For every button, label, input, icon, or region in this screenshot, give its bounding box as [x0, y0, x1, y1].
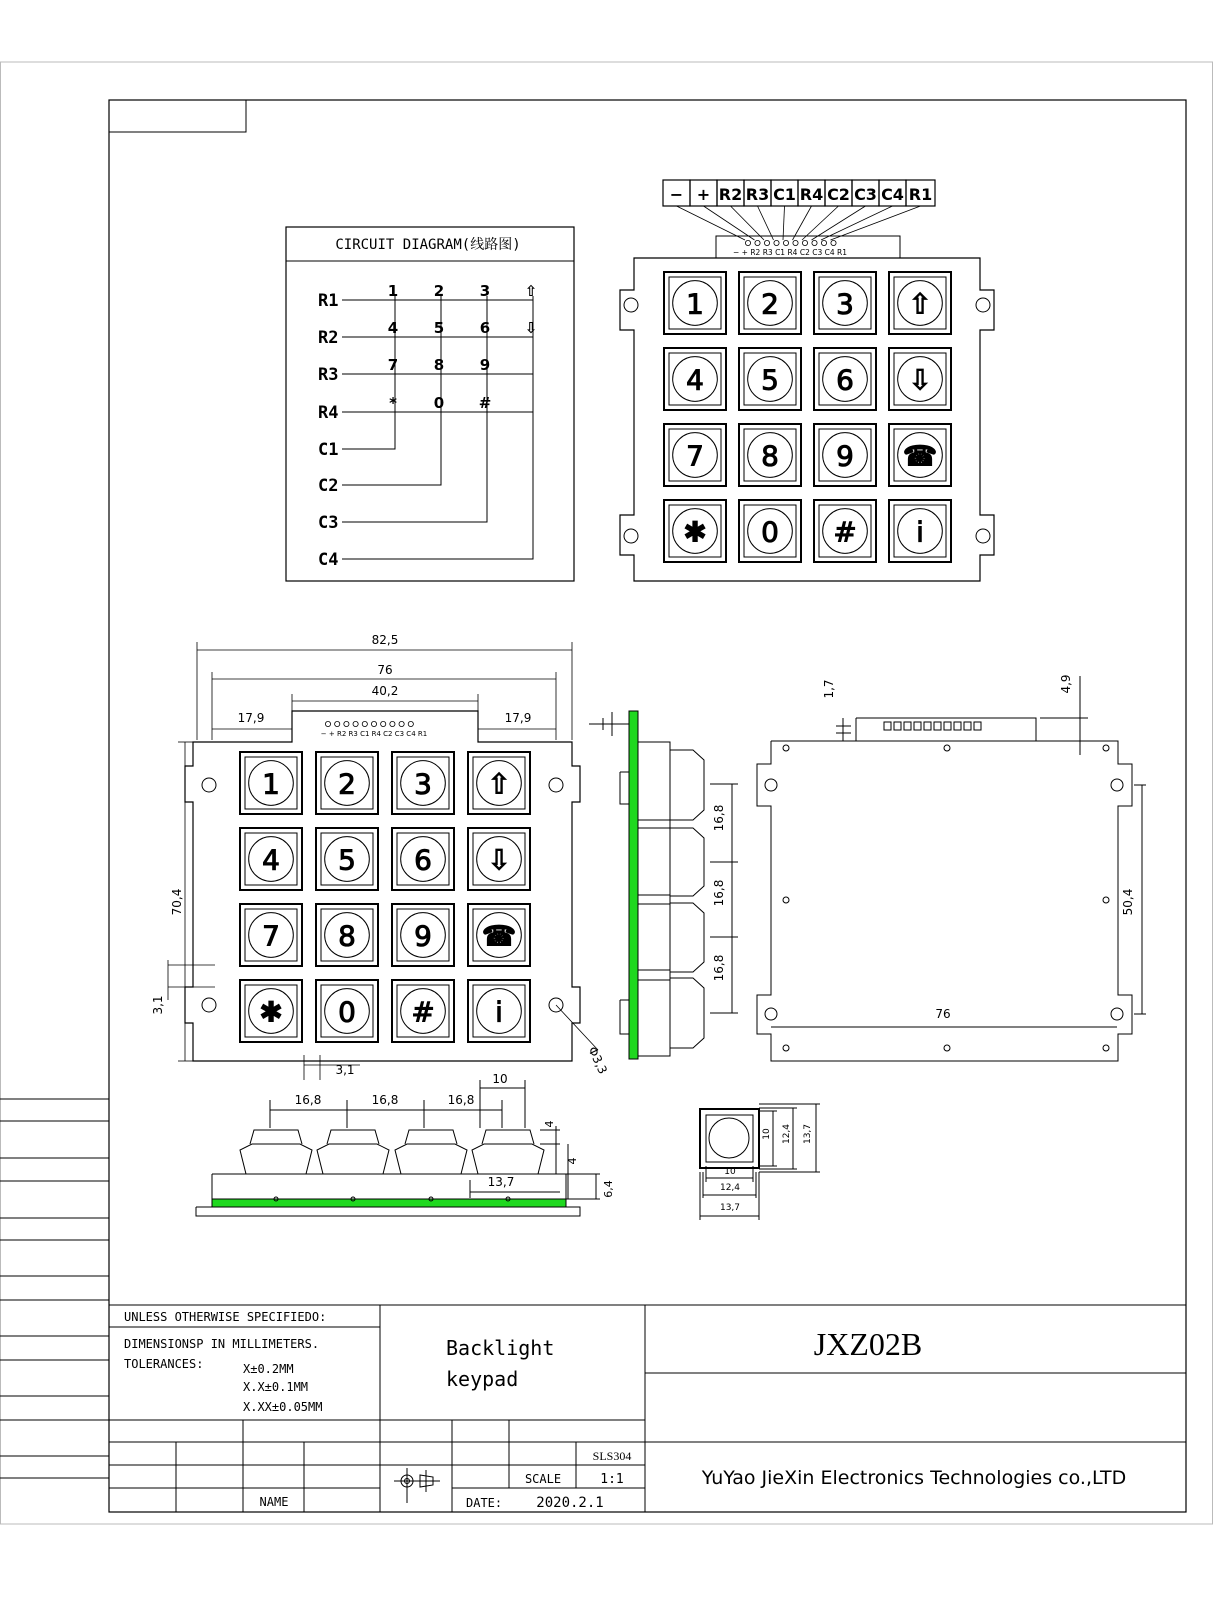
circuit-key-label: ⇧ — [524, 282, 538, 300]
keypad-key — [240, 752, 302, 814]
header-pin-hole — [371, 721, 376, 726]
keypad-key-label: 6 — [836, 363, 854, 397]
keypad-key — [468, 752, 530, 814]
tb-material: SLS304 — [592, 1449, 632, 1463]
mounting-hole-icon — [624, 298, 638, 312]
keypad-key — [316, 828, 378, 890]
keypad-key — [392, 980, 454, 1042]
tb-part-no: JXZ02B — [813, 1326, 923, 1362]
keypad-key-label: 7 — [262, 919, 280, 953]
side-outline — [620, 1000, 629, 1034]
keypad-key-label: ⇧ — [908, 287, 932, 321]
keypad-key — [814, 424, 876, 486]
side-pcb — [629, 711, 638, 1059]
detail-dim-137a: 13,7 — [803, 1123, 813, 1145]
connector-pin-label: C2 — [827, 185, 850, 204]
circuit-row-label: R4 — [318, 403, 339, 423]
keypad-key — [889, 424, 951, 486]
keypad-key — [739, 348, 801, 410]
header-pin-hole — [399, 721, 404, 726]
back-screw-icon — [783, 745, 789, 751]
keypad-key-label: 8 — [761, 439, 779, 473]
back-dim-504: 50,4 — [1121, 888, 1135, 916]
keypad-key — [664, 272, 726, 334]
dim-offset: 3,1 — [151, 995, 165, 1015]
profile-outline — [327, 1130, 379, 1144]
keypad-key-label: 9 — [414, 919, 432, 953]
header-pin-hole — [783, 240, 788, 245]
keypad-key — [889, 272, 951, 334]
keypad-key-label: ☎ — [902, 439, 938, 473]
keypad-side-view — [589, 711, 738, 1059]
circuit-key-label: 0 — [433, 394, 445, 412]
keypad-profile-view — [196, 1072, 615, 1216]
back-screw-icon — [783, 1045, 789, 1051]
back-screw-icon — [1103, 1045, 1109, 1051]
connector-fan-line — [793, 206, 812, 240]
back-screw-icon — [944, 1045, 950, 1051]
keypad-key-label: i — [495, 995, 503, 1029]
keypad-key — [889, 348, 951, 410]
tb-unless: UNLESS OTHERWISE SPECIFIEDO: — [124, 1310, 327, 1324]
detail-dim-124a: 12,4 — [782, 1123, 792, 1145]
tb-company: YuYao JieXin Electronics Technologies co.,LTD — [701, 1467, 1127, 1489]
tb-tol1: X±0.2MM — [243, 1362, 294, 1376]
dimension-line — [556, 1005, 598, 1050]
back-screw-icon — [1103, 897, 1109, 903]
profile-pitch-3: 16,8 — [447, 1093, 475, 1107]
side-pitch-2: 16,8 — [712, 879, 726, 907]
header-pin-hole — [362, 721, 367, 726]
header-pin-hole — [390, 721, 395, 726]
side-outline — [638, 820, 704, 904]
profile-outline — [196, 1207, 580, 1216]
profile-outline — [405, 1130, 457, 1144]
keypad-key — [468, 904, 530, 966]
header-pin-hole — [344, 721, 349, 726]
dim-overall-width: 82,5 — [371, 633, 399, 647]
keypad-key — [316, 980, 378, 1042]
profile-key-top: 10 — [492, 1072, 508, 1086]
header-pin-hole — [764, 240, 769, 245]
keypad-key-label: i — [916, 515, 924, 549]
detail-dim-124b: 12,4 — [719, 1183, 741, 1193]
keypad-key-label: ⇩ — [908, 363, 932, 397]
projection-symbol-icon — [394, 1468, 440, 1503]
keypad-key-label: 5 — [761, 363, 779, 397]
keypad-key-label: 1 — [262, 767, 280, 801]
header-pin-hole — [381, 721, 386, 726]
detail-dim-10a: 10 — [762, 1128, 772, 1140]
tb-tol3: X.XX±0.05MM — [243, 1400, 323, 1414]
keypad-key — [664, 500, 726, 562]
detail-dim-10b: 10 — [724, 1167, 736, 1177]
profile-side-4b: 4 — [566, 1157, 579, 1165]
keypad-key — [814, 500, 876, 562]
circuit-col-label: C3 — [318, 513, 339, 533]
keypad-key-label: 1 — [686, 287, 704, 321]
keypad-key — [392, 752, 454, 814]
back-dim-17: 1,7 — [822, 679, 836, 699]
header-pin-hole — [325, 721, 330, 726]
tb-date-value: 2020.2.1 — [536, 1495, 604, 1511]
keypad-key-label: 2 — [761, 287, 779, 321]
header-pin-hole — [802, 240, 807, 245]
keypad-key-label: 5 — [338, 843, 356, 877]
back-screw-icon — [783, 897, 789, 903]
circuit-key-label: 8 — [433, 356, 445, 374]
keypad-key-label: ⇩ — [487, 843, 511, 877]
keypad-key — [392, 904, 454, 966]
keypad-front-view — [151, 633, 610, 1080]
side-outline — [638, 970, 704, 1056]
keypad-key — [392, 828, 454, 890]
back-header-pin — [894, 722, 901, 730]
circuit-col-label: C4 — [318, 550, 339, 570]
mounting-hole-icon — [549, 778, 563, 792]
detail-key-cap — [709, 1118, 749, 1158]
tb-date-label: DATE: — [466, 1496, 503, 1510]
mounting-hole-icon — [624, 529, 638, 543]
circuit-key-label: 4 — [387, 319, 399, 337]
tb-name-label: NAME — [259, 1495, 289, 1509]
profile-outline — [240, 1144, 312, 1174]
circuit-diagram — [286, 227, 574, 581]
profile-outline — [317, 1144, 389, 1174]
circuit-key-label: 1 — [387, 282, 399, 300]
header-pin-hole — [353, 721, 358, 726]
keypad-key-label: 0 — [761, 515, 779, 549]
keypad-key-label: 9 — [836, 439, 854, 473]
keypad-key — [240, 980, 302, 1042]
dim-left-margin: 17,9 — [237, 711, 265, 725]
side-outline — [620, 772, 629, 804]
side-outline — [638, 895, 704, 980]
key-detail-view — [700, 1104, 820, 1220]
profile-side-64: 6,4 — [602, 1180, 615, 1198]
keypad-key-label: 3 — [836, 287, 854, 321]
dim-connector-width: 40,2 — [371, 684, 399, 698]
back-header-pin — [914, 722, 921, 730]
dim-bottom-offset: 3,1 — [335, 1063, 355, 1077]
keypad-key — [814, 348, 876, 410]
connector-pin-label: C4 — [881, 185, 904, 204]
tb-scale-label: SCALE — [524, 1472, 562, 1486]
header-pin-hole — [831, 240, 836, 245]
profile-pcb — [212, 1199, 566, 1207]
circuit-col-line — [342, 296, 487, 522]
back-mounting-hole-icon — [765, 779, 777, 791]
mounting-hole-icon — [202, 778, 216, 792]
circuit-row-label: R1 — [318, 291, 339, 311]
keypad-key — [739, 500, 801, 562]
back-header-pin — [974, 722, 981, 730]
connector-fan-line — [831, 206, 921, 240]
front-header-label: − + R2 R3 C1 R4 C2 C3 C4 R1 — [320, 730, 428, 738]
circuit-key-label: 2 — [433, 282, 445, 300]
circuit-col-label: C2 — [318, 476, 339, 496]
circuit-title: CIRCUIT DIAGRAM(线路图) — [335, 237, 521, 253]
mounting-hole-icon — [202, 998, 216, 1012]
keypad-key — [468, 980, 530, 1042]
keypad-key-label: 2 — [338, 767, 356, 801]
detail-key-inner — [706, 1115, 753, 1162]
tb-dims-note: DIMENSIONSP IN MILLIMETERS. — [124, 1337, 320, 1351]
back-mounting-hole-icon — [1111, 1008, 1123, 1020]
top-header-label: − + R2 R3 C1 R4 C2 C3 C4 R1 — [733, 248, 847, 257]
header-pin-hole — [812, 240, 817, 245]
back-screw-icon — [1103, 745, 1109, 751]
tb-tolerances: TOLERANCES: — [124, 1357, 204, 1371]
profile-pitch-2: 16,8 — [371, 1093, 399, 1107]
circuit-key-label: * — [389, 394, 397, 412]
dim-height: 70,4 — [170, 888, 184, 916]
keypad-key-label: # — [411, 995, 435, 1029]
keypad-key-label: 0 — [338, 995, 356, 1029]
back-header-pin — [964, 722, 971, 730]
header-pin-hole — [755, 240, 760, 245]
profile-outline — [395, 1144, 467, 1174]
mounting-hole-icon — [976, 298, 990, 312]
profile-outline — [472, 1144, 544, 1174]
back-dim-76: 76 — [935, 1007, 951, 1021]
side-outline — [638, 742, 704, 828]
circuit-key-label: 3 — [479, 282, 491, 300]
circuit-key-label: 5 — [433, 319, 445, 337]
title-block — [109, 1305, 1186, 1512]
keypad-key-label: ⇧ — [487, 767, 511, 801]
keypad-key-label: 8 — [338, 919, 356, 953]
connector-pin-label: R4 — [799, 185, 824, 204]
back-mounting-hole-icon — [765, 1008, 777, 1020]
tb-product-line2: keypad — [446, 1367, 519, 1391]
back-header-pin — [954, 722, 961, 730]
keypad-key — [664, 424, 726, 486]
connector-pin-label: R1 — [908, 185, 933, 204]
keypad-key-label: 3 — [414, 767, 432, 801]
side-pitch-1: 16,8 — [712, 804, 726, 832]
keypad-key — [316, 904, 378, 966]
keypad-key — [468, 828, 530, 890]
connector-fan-line — [758, 206, 774, 240]
header-pin-hole — [745, 240, 750, 245]
keypad-key-label: 4 — [686, 363, 704, 397]
connector-header — [663, 180, 935, 240]
header-pin-hole — [335, 721, 340, 726]
header-pin-hole — [408, 721, 413, 726]
circuit-key-label: # — [478, 394, 492, 412]
back-mounting-hole-icon — [1111, 779, 1123, 791]
keypad-key — [739, 272, 801, 334]
circuit-key-label: ⇩ — [524, 319, 538, 337]
tb-product-line1: Backlight — [446, 1336, 555, 1360]
keypad-key-label: # — [833, 515, 857, 549]
back-dim-49: 4,9 — [1059, 674, 1073, 694]
back-header-pin — [934, 722, 941, 730]
header-pin-hole — [793, 240, 798, 245]
keypad-back-view — [757, 674, 1146, 1061]
circuit-col-label: C1 — [318, 440, 339, 460]
keypad-key-label: 4 — [262, 843, 280, 877]
profile-side-4: 4 — [543, 1120, 556, 1128]
keypad-key — [664, 348, 726, 410]
back-header-pin — [944, 722, 951, 730]
connector-pin-label: C1 — [773, 185, 796, 204]
circuit-key-label: 9 — [479, 356, 491, 374]
back-screw-icon — [944, 745, 950, 751]
connector-fan-line — [783, 206, 785, 240]
profile-outline — [250, 1130, 302, 1144]
connector-pin-label: − — [669, 185, 684, 204]
keypad-key-label: ✱ — [259, 995, 283, 1029]
keypad-key-label: ✱ — [683, 515, 707, 549]
header-pin-hole — [821, 240, 826, 245]
back-header-pin — [924, 722, 931, 730]
dim-inner-width: 76 — [377, 663, 393, 677]
dim-right-margin: 17,9 — [504, 711, 532, 725]
keypad-key — [240, 828, 302, 890]
back-header-pin — [904, 722, 911, 730]
circuit-key-label: 6 — [479, 319, 491, 337]
header-pin-hole — [774, 240, 779, 245]
mounting-hole-icon — [976, 529, 990, 543]
connector-pin-label: R3 — [745, 185, 770, 204]
connector-pin-label: C3 — [854, 185, 877, 204]
connector-pin-label: + — [696, 185, 711, 204]
tb-scale-value: 1:1 — [600, 1472, 624, 1487]
circuit-row-label: R3 — [318, 365, 339, 385]
keypad-key-label: ☎ — [481, 919, 517, 953]
keypad-key — [739, 424, 801, 486]
keypad-key-label: 6 — [414, 843, 432, 877]
profile-outline — [482, 1130, 534, 1144]
side-pitch-3: 16,8 — [712, 954, 726, 982]
circuit-row-label: R2 — [318, 328, 339, 348]
keypad-top-view — [620, 236, 994, 581]
detail-dim-137b: 13,7 — [719, 1203, 741, 1213]
profile-pitch-1: 16,8 — [294, 1093, 322, 1107]
keypad-key — [814, 272, 876, 334]
keypad-key — [889, 500, 951, 562]
connector-pin-label: R2 — [718, 185, 743, 204]
keypad-key-label: 7 — [686, 439, 704, 473]
circuit-key-label: 7 — [387, 356, 399, 374]
keypad-key — [240, 904, 302, 966]
dim-hole: Φ3,3 — [585, 1044, 610, 1077]
tb-tol2: X.X±0.1MM — [243, 1380, 309, 1394]
keypad-key — [316, 752, 378, 814]
back-header-pin — [884, 722, 891, 730]
profile-key-base: 13,7 — [487, 1175, 515, 1189]
